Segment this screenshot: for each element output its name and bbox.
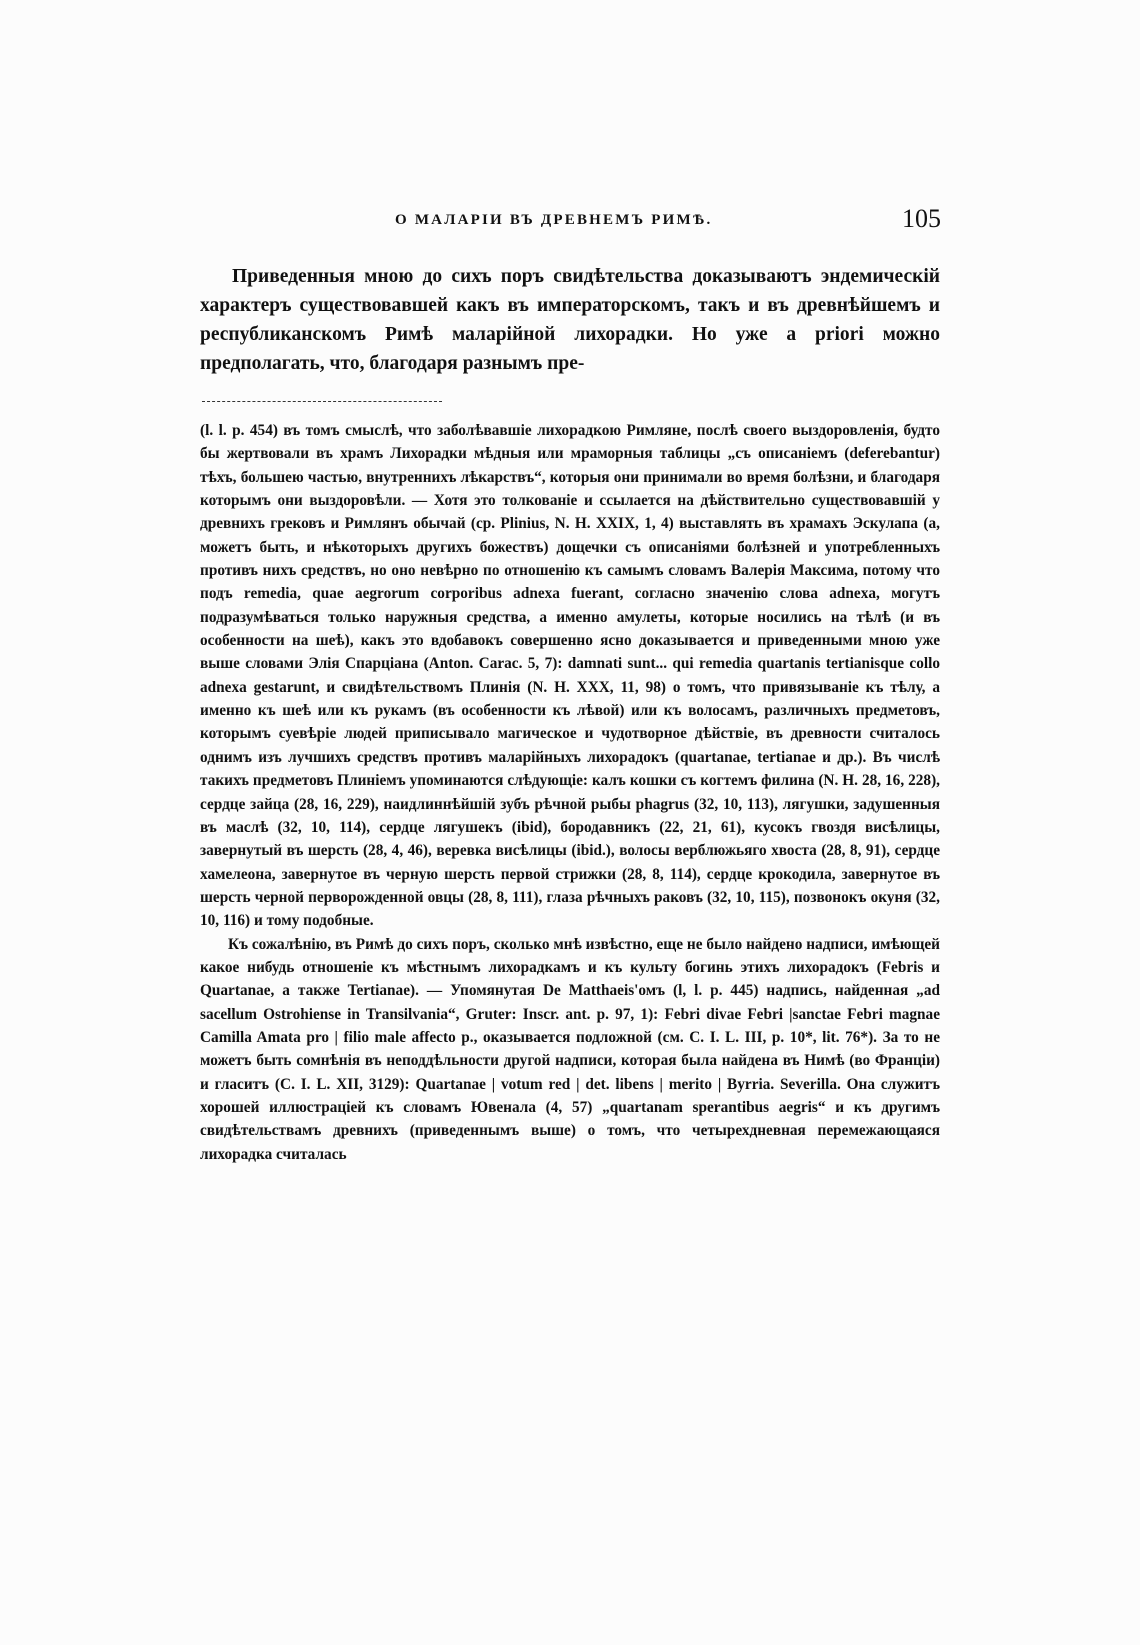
running-head: О МАЛАРІИ ВЪ ДРЕВНЕМЪ РИМѢ. [395, 212, 713, 228]
footnote-paragraph-2: Къ сожалѣнію, въ Римѣ до сихъ поръ, сколько мнѣ извѣстно, еще не было найдено надписи, имѣющей какое нибудь отношеніе къ мѣстнымъ лихорадкамъ и къ культу богинь этихъ лихорадокъ (Febris и Quartanae, а также Tertianae). — Упомянутая De Matthaeis'омъ (l, l. p. 445) надпись, найденная „ad sacellum Ostrohiense in Transilvania“, Gruter: Inscr. ant. p. 97, 1): Febri divae Febri |sanctae Febri magnae Camilla Amata pro | filio male affecto p., оказывается подложной (см. C. I. L. III, p. 10*, lit. 76*). За то не можетъ быть сомнѣнія въ неподдѣльности другой надписи, которая была найдена въ Нимѣ (во Франціи) и гласитъ (C. I. L. XII, 3129): Quartanae | votum red | det. libens | merito | Byrria. Severilla. Она служитъ хорошей иллюстраціей къ словамъ Ювенала (4, 57) „quartanam sperantibus aegris“ и къ другимъ свидѣтельствамъ древнихъ (приведеннымъ выше) о томъ, что четырехдневная перемежающаяся лихорадка считалась [200, 935, 940, 1163]
main-paragraph: Приведенныя мною до сихъ поръ свидѣтельства доказываютъ эндемическій характеръ существовавшей какъ въ императорскомъ, такъ и въ древнѣйшемъ и республиканскомъ Римѣ маларійной лихорадки. Но уже a priori можно предполагать, что, благодаря разнымъ пре- [200, 266, 940, 374]
footnote-paragraph-1: (l. l. p. 454) въ томъ смыслѣ, что заболѣвавшіе лихорадкою Римляне, послѣ своего выздоровленія, будто бы жертвовали въ храмъ Лихорадки мѣдныя или мраморныя таблицы „съ описаніемъ (deferebantur) тѣхъ, большею частью, внутреннихъ лѣкарствъ“, которыя они принимали во время болѣзни, и благодаря которымъ они выздоровѣли. — Хотя это толкованіе и ссылается на дѣйствительно существовавшій у древнихъ грековъ и Римлянъ обычай (ср. Plinius, N. H. XXIX, 1, 4) выставлять въ храмахъ Эскулапа (а, можетъ быть, и нѣкоторыхъ другихъ божествъ) дощечки съ описаніями болѣзней и употребленныхъ противъ нихъ средствъ, но оно невѣрно по отношенію къ самымъ словамъ Валерія Максима, потому что подъ remedia, quae aegrorum corporibus adnexa fuerant, согласно значенію слова adnexa, могутъ подразумѣваться только наружныя средства, а именно амулеты, которые носились на тѣлѣ (и въ особенности на шеѣ), какъ это вдобавокъ совершенно ясно доказывается и приведенными мною уже выше словами Элія Спарціана (Anton. Carac. 5, 7): damnati sunt... qui remedia quartanis tertianisque collo adnexa gestarunt, и свидѣтельствомъ Плинія (N. H. XXX, 11, 98) о томъ, что привязываніе къ тѣлу, а именно къ шеѣ или къ рукамъ (въ особенности къ лѣвой) или къ волосамъ, различныхъ предметовъ, которымъ суевѣріе людей приписывало магическое и чудотворное дѣйствіе, въ древности считалось однимъ изъ лучшихъ средствъ противъ маларійныхъ лихорадокъ (quartanae, tertianae и др.). Въ числѣ такихъ предметовъ Плиніемъ упоминаются слѣдующіе: калъ кошки съ когтемъ филина (N. H. 28, 16, 228), сердце зайца (28, 16, 229), наидлиннѣйшій зубъ рѣчной рыбы phagrus (32, 10, 113), лягушки, задушенныя въ маслѣ (32, 10, 114), сердце лягушекъ (ibid), бородавникъ (22, 21, 61), кусокъ гвоздя висѣлицы, завернутый въ шерсть (28, 4, 46), веревка висѣлицы (ibid.), волосы верблюжьяго хвоста (28, 8, 91), сердце хамелеона, завернутое въ черную шерсть первой стрижки (28, 8, 114), сердце крокодила, завернутое въ шерсть черной перворожденной овцы (28, 8, 111), глаза рѣчныхъ раковъ (32, 10, 115), позвонокъ окуня (32, 10, 116) и тому подобные. [200, 422, 940, 930]
page-header [195, 204, 941, 244]
footnote-divider [202, 401, 442, 402]
footnotes [200, 419, 940, 1166]
page-number: 105 [902, 204, 941, 233]
